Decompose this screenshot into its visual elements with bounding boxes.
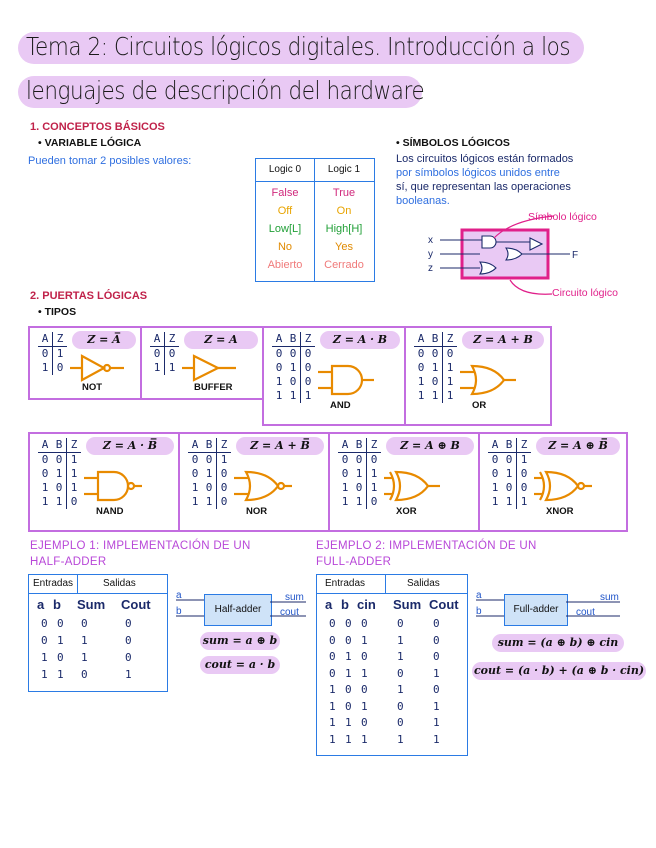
table-cell: 0 <box>345 633 352 647</box>
truth-table-cell: 1 <box>431 389 439 402</box>
gate-name: AND <box>330 400 351 411</box>
table-cell: 0 <box>397 617 404 630</box>
fa-wires <box>474 586 624 626</box>
gate-or <box>404 326 552 426</box>
truth-table-cell: 0 <box>275 347 283 360</box>
table-cell: 1 <box>41 668 48 681</box>
xor-gate-icon <box>384 468 444 509</box>
truth-table-cell: 1 <box>355 495 363 508</box>
column-header: a <box>37 597 45 612</box>
table-cell: 1 <box>329 716 336 729</box>
truth-table-cell: 0 <box>516 467 531 481</box>
table-cell: 1 <box>397 732 404 746</box>
table-cell: 0 <box>125 634 132 647</box>
table-cell: 1 <box>345 716 352 729</box>
truth-table-cell: 1 <box>289 389 297 402</box>
table-cell: 1 <box>397 633 404 647</box>
table-cell: 0 <box>125 651 132 664</box>
table-cell: 0 <box>433 633 440 647</box>
truth-table-row <box>188 453 231 467</box>
logic-values-table <box>255 158 375 282</box>
truth-table-cell: 1 <box>505 495 513 508</box>
logic-value-l0-2: Low[L] <box>268 223 302 235</box>
truth-table <box>188 438 231 509</box>
truth-table-cell: 0 <box>205 481 213 494</box>
fa-out-cout: cout <box>576 607 595 618</box>
column-header: cin <box>357 597 376 612</box>
logic-1-header: Logic 1 <box>327 164 361 175</box>
variable-logica-heading: • VARIABLE LÓGICA <box>38 137 142 149</box>
table-cell: 1 <box>361 699 368 713</box>
truth-table-cell: 0 <box>491 453 499 466</box>
table-cell: 0 <box>397 699 404 713</box>
table-cell: 1 <box>81 651 88 664</box>
truth-table-row <box>38 481 81 495</box>
symbols-text-line: sí, que representan las operaciones <box>396 181 571 193</box>
gate-nor <box>178 432 332 532</box>
truth-table-header: B <box>205 438 213 451</box>
truth-table-cell: 1 <box>191 495 199 508</box>
truth-table-cell: 0 <box>300 361 315 375</box>
logic-value-l1-2: High[H] <box>325 223 363 235</box>
logic-value-l0-1: Off <box>277 205 293 217</box>
ha-in-a: a <box>176 590 182 601</box>
table-cell: 1 <box>329 699 336 713</box>
symbols-text-line: por símbolos lógicos unidos entre <box>396 167 560 179</box>
values-text: Pueden tomar 2 posibles valores: <box>28 155 192 167</box>
truth-table-cell: 0 <box>205 453 213 466</box>
truth-table-row <box>150 361 179 375</box>
truth-table-cell: 1 <box>55 495 63 508</box>
truth-table-cell: 1 <box>442 361 457 375</box>
truth-table-cell: 1 <box>205 467 213 480</box>
logic-value-l1-0: True <box>332 187 356 199</box>
input-z-label: z <box>428 263 433 274</box>
gate-equation: Z = A ⊕ B̅̅̅̅̅ <box>536 437 620 455</box>
gate-equation: Z = A̅ <box>72 331 136 349</box>
truth-table-row <box>150 347 179 361</box>
truth-table-header: A <box>417 332 425 345</box>
truth-table-header: A <box>191 438 199 451</box>
truth-table-row <box>272 375 315 389</box>
fa-inputs-header: Entradas <box>325 578 366 589</box>
truth-table-row <box>488 453 531 467</box>
table-cell: 1 <box>361 732 368 746</box>
ha-in-b: b <box>176 606 182 617</box>
column-header: Sum <box>77 597 106 612</box>
truth-table-header: Z <box>164 332 179 346</box>
symbol-label: Símbolo lógico <box>528 211 597 223</box>
nor-gate-icon <box>234 468 294 509</box>
full-adder-table <box>316 574 468 756</box>
truth-table-cell: 0 <box>300 375 315 389</box>
truth-table-row <box>414 347 457 361</box>
gate-equation: Z = A + B <box>462 331 544 349</box>
truth-table-row <box>488 467 531 481</box>
truth-table-cell: 1 <box>66 453 81 467</box>
truth-table-header: B <box>431 332 439 345</box>
truth-table-cell: 0 <box>52 361 67 375</box>
gate-nand <box>28 432 182 532</box>
truth-table-row <box>38 467 81 481</box>
gate-name: NOT <box>82 382 103 393</box>
truth-table-header: Z <box>216 438 231 452</box>
gate-name: XNOR <box>546 506 574 517</box>
table-cell: 0 <box>81 617 88 630</box>
truth-table-header: Z <box>300 332 315 346</box>
column-header: Cout <box>121 597 151 612</box>
truth-table-cell: 0 <box>341 453 349 466</box>
table-cell: 0 <box>345 617 352 630</box>
gate-and <box>262 326 408 426</box>
truth-table-header: B <box>289 332 297 345</box>
table-cell: 1 <box>433 699 440 713</box>
truth-table-cell: 1 <box>366 481 381 495</box>
truth-table-row <box>188 481 231 495</box>
truth-table-cell: 1 <box>205 495 213 508</box>
truth-table-row <box>338 453 381 467</box>
truth-table-cell: 1 <box>505 467 513 480</box>
truth-table-cell: 1 <box>355 467 363 480</box>
table-cell: 0 <box>433 617 440 630</box>
table-cell: 0 <box>433 650 440 663</box>
logic-value-l1-4: Cerrado <box>324 259 364 271</box>
truth-table-cell: 1 <box>216 453 231 467</box>
fa-out-sum: sum <box>600 592 619 603</box>
truth-table-header: Z <box>442 332 457 346</box>
truth-table-row <box>338 467 381 481</box>
gate-name: BUFFER <box>194 382 233 393</box>
truth-table-row <box>414 361 457 375</box>
table-cell: 0 <box>57 617 64 630</box>
truth-table-cell: 0 <box>191 467 199 480</box>
table-cell: 0 <box>41 617 48 630</box>
truth-table-cell: 0 <box>216 481 231 495</box>
truth-table-row <box>272 389 315 403</box>
truth-table-cell: 1 <box>442 375 457 389</box>
column-header: b <box>341 597 349 612</box>
section-1-heading: 1. CONCEPTOS BÁSICOS <box>30 121 165 133</box>
truth-table-cell: 0 <box>164 347 179 361</box>
truth-table-cell: 0 <box>431 375 439 388</box>
example-2-subtitle: FULL-ADDER <box>316 556 392 568</box>
ha-wires <box>174 586 308 626</box>
truth-table-row <box>188 467 231 481</box>
truth-table-row <box>188 495 231 509</box>
truth-table-row <box>38 453 81 467</box>
truth-table-row <box>272 347 315 361</box>
truth-table-cell: 0 <box>355 453 363 466</box>
fa-eq-sum: sum = (a ⊕ b) ⊕ cin <box>492 634 624 652</box>
truth-table-cell: 0 <box>341 467 349 480</box>
ha-eq-sum: sum = a ⊕ b <box>200 632 280 650</box>
truth-table-cell: 1 <box>417 375 425 388</box>
truth-table-cell: 1 <box>516 495 531 509</box>
gate-name: NAND <box>96 506 124 517</box>
truth-table-cell: 0 <box>300 347 315 361</box>
and-gate-icon <box>318 362 378 403</box>
truth-table-cell: 0 <box>442 347 457 361</box>
section-2-heading: 2. PUERTAS LÓGICAS <box>30 290 148 302</box>
truth-table-row <box>414 389 457 403</box>
table-cell: 1 <box>81 634 88 647</box>
ha-out-cout: cout <box>280 607 299 618</box>
table-cell: 1 <box>41 651 48 664</box>
truth-table-header: Z <box>366 438 381 452</box>
table-cell: 0 <box>433 683 440 696</box>
table-cell: 1 <box>57 634 64 647</box>
truth-table-cell: 1 <box>300 389 315 403</box>
truth-table-row <box>488 481 531 495</box>
table-cell: 1 <box>433 716 440 729</box>
column-header: b <box>53 597 61 612</box>
gate-name: OR <box>472 400 487 411</box>
table-cell: 0 <box>361 617 368 630</box>
truth-table-header: B <box>505 438 513 451</box>
truth-table-cell: 0 <box>216 495 231 509</box>
page-title-line-1: Tema 2: Circuitos lógicos digitales. Introducción a los <box>26 32 571 61</box>
truth-table-cell: 1 <box>275 375 283 388</box>
truth-table-row <box>38 495 81 509</box>
table-cell: 0 <box>329 650 336 663</box>
truth-table-header: Z <box>516 438 531 452</box>
column-header: Cout <box>429 597 459 612</box>
or-gate-icon <box>460 362 520 403</box>
truth-table-cell: 0 <box>366 495 381 509</box>
truth-table-cell: 1 <box>66 467 81 481</box>
truth-table-cell: 1 <box>516 453 531 467</box>
symbols-text-line: Los circuitos lógicos están formados <box>396 153 574 165</box>
truth-table-cell: 1 <box>366 467 381 481</box>
truth-table-header: A <box>275 332 283 345</box>
truth-table-cell: 1 <box>41 481 49 494</box>
truth-table <box>150 332 179 375</box>
gate-not <box>28 326 144 400</box>
truth-table-cell: 1 <box>55 467 63 480</box>
truth-table-cell: 0 <box>55 453 63 466</box>
table-cell: 1 <box>57 668 64 681</box>
truth-table-cell: 0 <box>491 467 499 480</box>
truth-table-cell: 1 <box>191 481 199 494</box>
table-cell: 1 <box>329 683 336 696</box>
table-cell: 0 <box>41 634 48 647</box>
table-cell: 1 <box>397 683 404 696</box>
table-cell: 0 <box>361 650 368 663</box>
truth-table-header: A <box>153 332 161 345</box>
truth-table-cell: 0 <box>191 453 199 466</box>
truth-table-cell: 1 <box>341 481 349 494</box>
full-adder-label: Full-adder <box>513 604 559 615</box>
table-cell: 1 <box>361 666 368 680</box>
xnor-gate-icon <box>534 468 594 509</box>
gate-xor <box>328 432 482 532</box>
truth-table-cell: 0 <box>505 481 513 494</box>
page-title-line-2: lenguajes de descripción del hardware <box>26 76 425 105</box>
fa-in-b: b <box>476 606 482 617</box>
table-cell: 1 <box>433 732 440 746</box>
truth-table-row <box>338 481 381 495</box>
truth-table-cell: 0 <box>216 467 231 481</box>
half-adder-label: Half-adder <box>214 604 262 615</box>
truth-table-row <box>414 375 457 389</box>
truth-table-cell: 1 <box>417 389 425 402</box>
fa-outputs-header: Salidas <box>407 578 440 589</box>
truth-table-cell: 1 <box>164 361 179 375</box>
table-cell: 1 <box>433 666 440 680</box>
circuit-label: Circuito lógico <box>552 287 618 299</box>
truth-table-cell: 1 <box>491 495 499 508</box>
output-f-label: F <box>572 250 579 261</box>
truth-table-cell: 0 <box>41 467 49 480</box>
truth-table-cell: 0 <box>431 347 439 360</box>
table-cell: 0 <box>81 668 88 681</box>
table-cell: 1 <box>329 732 336 746</box>
input-x-label: x <box>428 235 433 246</box>
truth-table-cell: 0 <box>66 495 81 509</box>
half-adder-table <box>28 574 168 692</box>
truth-table-header: A <box>41 438 49 451</box>
ha-out-sum: sum <box>285 592 304 603</box>
example-2-title: EJEMPLO 2: IMPLEMENTACIÓN DE UN <box>316 540 537 552</box>
truth-table-cell: 1 <box>341 495 349 508</box>
truth-table-row <box>38 361 67 375</box>
logic-value-l0-3: No <box>277 241 293 253</box>
gate-name: NOR <box>246 506 268 517</box>
truth-table <box>338 438 381 509</box>
logic-value-l0-4: Abierto <box>267 259 303 271</box>
symbols-text-line: booleanas. <box>396 195 450 207</box>
gate-equation: Z = A · B <box>320 331 400 349</box>
truth-table-row <box>38 347 67 361</box>
fa-eq-cout: cout = (a · b) + (a ⊕ b · cin) <box>472 662 646 680</box>
truth-table-header: A <box>341 438 349 451</box>
truth-table-cell: 1 <box>41 495 49 508</box>
table-cell: 0 <box>329 617 336 630</box>
table-cell: 1 <box>345 650 352 663</box>
truth-table-cell: 1 <box>41 361 49 374</box>
truth-table-cell: 1 <box>52 347 67 361</box>
fa-in-a: a <box>476 590 482 601</box>
truth-table-header: Z <box>52 332 67 346</box>
tipos-heading: • TIPOS <box>38 306 77 318</box>
truth-table <box>272 332 315 403</box>
truth-table-cell: 0 <box>153 347 161 360</box>
gate-equation: Z = A ⊕ B <box>386 437 474 455</box>
truth-table <box>38 332 67 375</box>
gate-equation: Z = A · B̅̅̅̅ <box>86 437 174 455</box>
table-cell: 1 <box>125 668 132 681</box>
gate-name: XOR <box>396 506 417 517</box>
table-cell: 0 <box>57 651 64 664</box>
table-cell: 0 <box>345 699 352 713</box>
truth-table <box>488 438 531 509</box>
ha-outputs-header: Salidas <box>103 578 136 589</box>
truth-table-cell: 1 <box>153 361 161 374</box>
table-cell: 0 <box>361 683 368 696</box>
table-cell: 0 <box>397 716 404 729</box>
symbols-heading: • SÍMBOLOS LÓGICOS <box>396 137 510 149</box>
truth-table-cell: 1 <box>491 481 499 494</box>
gate-xnor <box>478 432 628 532</box>
truth-table-row <box>488 495 531 509</box>
truth-table-cell: 0 <box>289 375 297 388</box>
truth-table-cell: 1 <box>442 389 457 403</box>
table-cell: 1 <box>345 732 352 746</box>
table-cell: 0 <box>125 617 132 630</box>
truth-table-cell: 0 <box>289 347 297 360</box>
logic-value-l1-1: On <box>336 205 352 217</box>
truth-table-cell: 0 <box>417 347 425 360</box>
truth-table-header: Z <box>66 438 81 452</box>
truth-table <box>414 332 457 403</box>
gate-equation: Z = A <box>184 331 258 349</box>
truth-table-cell: 0 <box>516 481 531 495</box>
table-cell: 0 <box>329 666 336 680</box>
truth-table-row <box>338 495 381 509</box>
input-y-label: y <box>428 249 433 260</box>
table-cell: 0 <box>361 716 368 729</box>
truth-table-cell: 0 <box>366 453 381 467</box>
truth-table-cell: 1 <box>431 361 439 374</box>
truth-table-cell: 0 <box>505 453 513 466</box>
truth-table-cell: 0 <box>41 453 49 466</box>
truth-table-cell: 0 <box>355 481 363 494</box>
ha-eq-cout: cout = a · b <box>200 656 280 674</box>
logic-value-l0-0: False <box>271 187 299 199</box>
column-header: Sum <box>393 597 422 612</box>
truth-table-header: A <box>41 332 49 345</box>
gate-buffer <box>140 326 266 400</box>
table-cell: 1 <box>345 666 352 680</box>
truth-table-cell: 1 <box>66 481 81 495</box>
ha-inputs-header: Entradas <box>33 578 74 589</box>
column-header: a <box>325 597 333 612</box>
gate-equation: Z = A + B̅̅̅̅̅ <box>236 437 324 455</box>
logic-value-l1-3: Yes <box>335 241 353 253</box>
truth-table-cell: 0 <box>417 361 425 374</box>
table-cell: 0 <box>329 633 336 647</box>
example-1-subtitle: HALF-ADDER <box>30 556 107 568</box>
truth-table-header: A <box>491 438 499 451</box>
logic-0-header: Logic 0 <box>268 164 302 175</box>
truth-table-cell: 0 <box>41 347 49 360</box>
truth-table-cell: 0 <box>55 481 63 494</box>
truth-table-cell: 1 <box>275 389 283 402</box>
table-cell: 1 <box>361 633 368 647</box>
truth-table-header: B <box>355 438 363 451</box>
nand-gate-icon <box>84 468 144 509</box>
truth-table <box>38 438 81 509</box>
table-cell: 0 <box>397 666 404 680</box>
table-cell: 0 <box>345 683 352 696</box>
truth-table-row <box>272 361 315 375</box>
truth-table-cell: 1 <box>289 361 297 374</box>
truth-table-cell: 0 <box>275 361 283 374</box>
table-cell: 1 <box>397 650 404 663</box>
symbols-text <box>396 152 573 208</box>
example-1-title: EJEMPLO 1: IMPLEMENTACIÓN DE UN <box>30 540 251 552</box>
truth-table-header: B <box>55 438 63 451</box>
